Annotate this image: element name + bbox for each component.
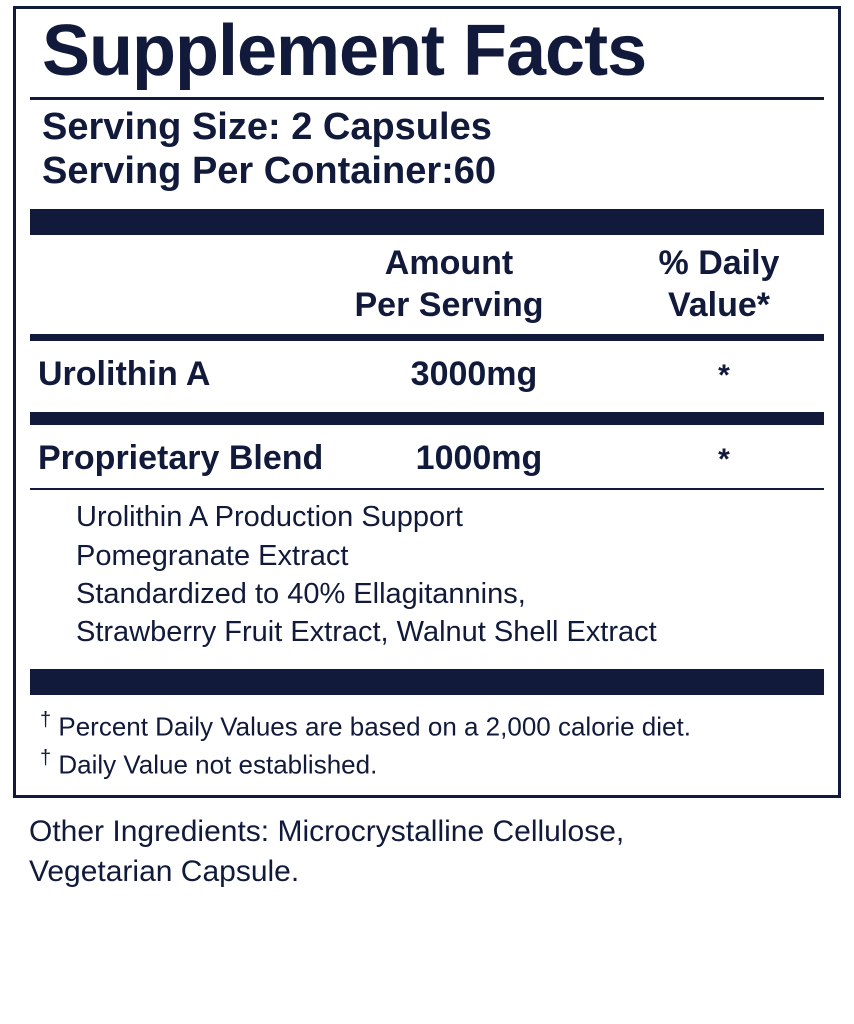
- nutrient-name: Urolithin A: [38, 355, 211, 394]
- header-daily-value: [614, 243, 824, 326]
- nutrient-daily-value: *: [718, 443, 730, 477]
- list-item: Urolithin A Production Support: [76, 501, 463, 534]
- footnote-marker-icon: †: [40, 747, 52, 770]
- divider-under-headers: [30, 334, 824, 341]
- header-amount-line1: Amount: [384, 244, 514, 283]
- page-title: Supplement Facts: [42, 11, 647, 91]
- header-dv-line2: Value*: [667, 285, 771, 324]
- footnote-text: Percent Daily Values are based on a 2,000 calorie diet.: [58, 712, 691, 743]
- header-amount-line2: Per Serving: [354, 285, 544, 324]
- footnote-marker-icon: †: [40, 709, 52, 732]
- servings-per-container-text: Serving Per Container:60: [42, 149, 497, 192]
- other-ingredients-line1: Other Ingredients: Microcrystalline Cellulose,: [29, 814, 625, 848]
- divider-under-title: [30, 97, 824, 100]
- divider-thick-bottom: [30, 669, 824, 695]
- table-row: [30, 425, 824, 488]
- header-amount-per-serving: [284, 243, 614, 326]
- footnote-text: Daily Value not established.: [58, 749, 378, 780]
- nutrient-amount: 1000mg: [415, 439, 543, 478]
- table-row: [30, 341, 824, 404]
- other-ingredients: [13, 812, 841, 892]
- footnote-dv-not-established: [40, 745, 824, 783]
- header-dv-line1: % Daily: [658, 244, 780, 283]
- divider-thick-top: [30, 209, 824, 235]
- list-item: Standardized to 40% Ellagitannins,: [76, 577, 526, 610]
- list-item: Strawberry Fruit Extract, Walnut Shell Extract: [76, 616, 657, 649]
- serving-size-text: Serving Size: 2 Capsules: [42, 106, 492, 148]
- divider-between-nutrients: [30, 412, 824, 425]
- other-ingredients-line2: Vegetarian Capsule.: [29, 854, 300, 888]
- column-headers: [30, 235, 824, 330]
- facts-panel: [13, 6, 841, 798]
- nutrient-amount: 3000mg: [410, 355, 538, 394]
- nutrient-name: Proprietary Blend: [38, 439, 324, 478]
- nutrient-daily-value: *: [718, 359, 730, 393]
- blend-ingredient-list: [30, 490, 824, 655]
- footnote-daily-value-basis: [40, 707, 824, 745]
- list-item: Pomegranate Extract: [76, 539, 349, 572]
- footnotes: [30, 695, 824, 783]
